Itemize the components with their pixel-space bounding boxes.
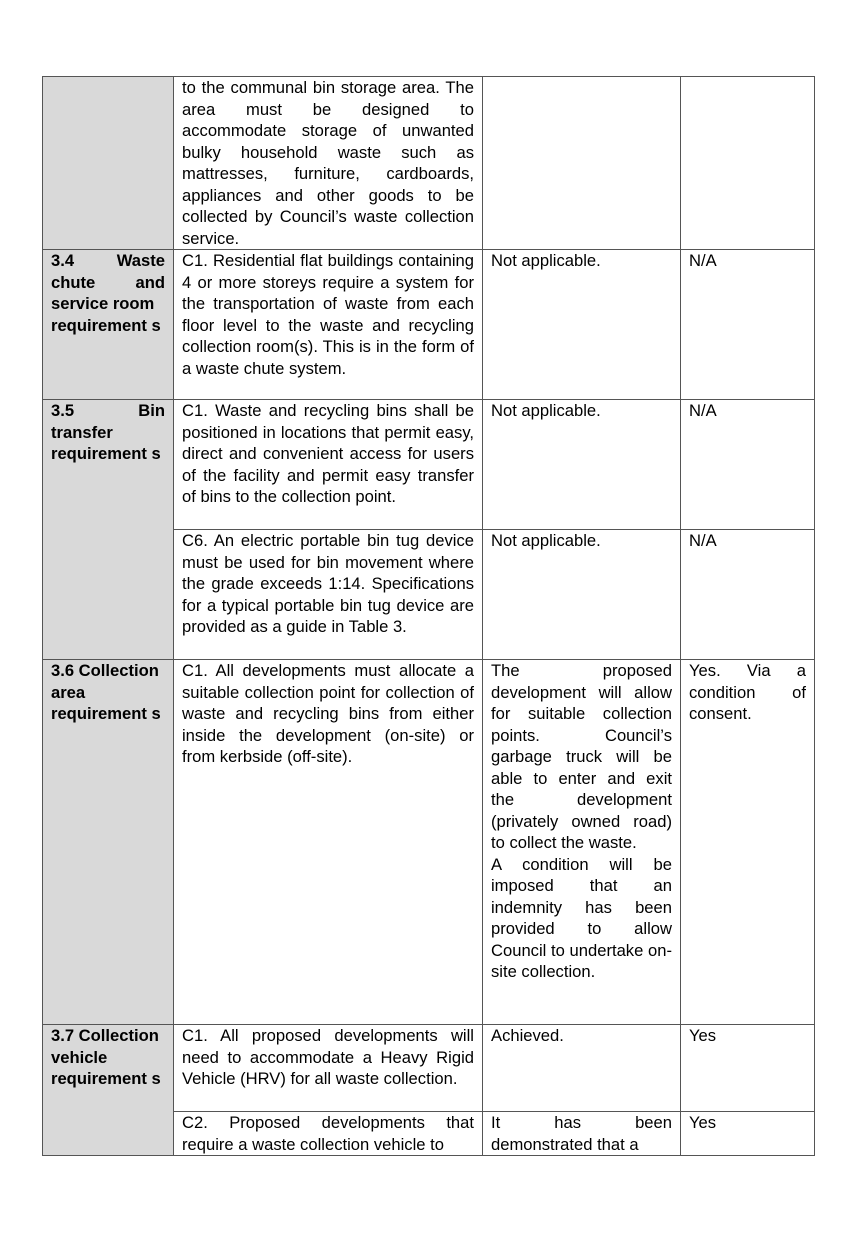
section-cell: 3.6 Collection area requirement s (43, 660, 174, 1025)
requirement-cell: C1. All developments must allocate a suitable collection point for collection of waste and recycling bins from either inside the development (on-site) or from kerbside (off-site). (174, 660, 483, 1025)
table-row (43, 250, 815, 400)
requirement-cell: C1. Waste and recycling bins shall be positioned in locations that permit easy, direct and convenient access for users of the facility and permit easy transfer of bins to the collection point. (174, 400, 483, 530)
response-paragraph: The proposed development will allow for suitable collection points. Council’s garbage truck will be able to enter and exit the development (privately owned road) to collect the waste. (491, 661, 672, 852)
compliance-table (42, 76, 815, 1156)
response-cell: Not applicable. (483, 250, 681, 400)
compliance-cell: N/A (681, 400, 815, 530)
requirement-cell: C1. Residential flat buildings containing 4 or more storeys require a system for the transportation of waste from each floor level to the waste and recycling collection room(s). This is in the form of a waste chute system. (174, 250, 483, 400)
table-row (43, 660, 815, 1025)
section-heading: 3.4 Waste chute and (51, 251, 165, 292)
compliance-cell: Yes (681, 1112, 815, 1156)
section-cell (43, 400, 174, 660)
compliance-cell: N/A (681, 250, 815, 400)
response-cell: Achieved. (483, 1025, 681, 1112)
table-row (43, 77, 815, 250)
response-cell: Not applicable. (483, 530, 681, 660)
section-heading-rest: service room requirement s (51, 294, 161, 335)
response-cell (483, 660, 681, 1025)
response-paragraph: A condition will be imposed that an indemnity has been provided to allow Council to undertake on-site collection. (491, 854, 672, 981)
section-cell (43, 77, 174, 250)
compliance-cell: Yes (681, 1025, 815, 1112)
response-cell: It has been demonstrated that a (483, 1112, 681, 1156)
section-cell (43, 250, 174, 400)
requirement-cell: C6. An electric portable bin tug device must be used for bin movement where the grade exceeds 1:14. Specifications for a typical portable bin tug device are provided as a guide in Table 3. (174, 530, 483, 660)
table-row (43, 400, 815, 530)
table-row (43, 1025, 815, 1112)
requirement-cell: C2. Proposed developments that require a waste collection vehicle to (174, 1112, 483, 1156)
section-heading: 3.5 Bin (51, 401, 165, 420)
section-cell: 3.7 Collection vehicle requirement s (43, 1025, 174, 1156)
compliance-cell: Yes. Via a condition of consent. (681, 660, 815, 1025)
compliance-cell: N/A (681, 530, 815, 660)
requirement-cell: to the communal bin storage area. The area must be designed to accommodate storage of unwanted bulky household waste such as mattresses, furniture, cardboards, appliances and other goods to be collected by Council’s waste collection service. (174, 77, 483, 250)
section-heading-rest: transfer requirement s (51, 422, 161, 463)
response-cell: Not applicable. (483, 400, 681, 530)
compliance-cell (681, 77, 815, 250)
response-cell (483, 77, 681, 250)
requirement-cell: C1. All proposed developments will need to accommodate a Heavy Rigid Vehicle (HRV) for all waste collection. (174, 1025, 483, 1112)
